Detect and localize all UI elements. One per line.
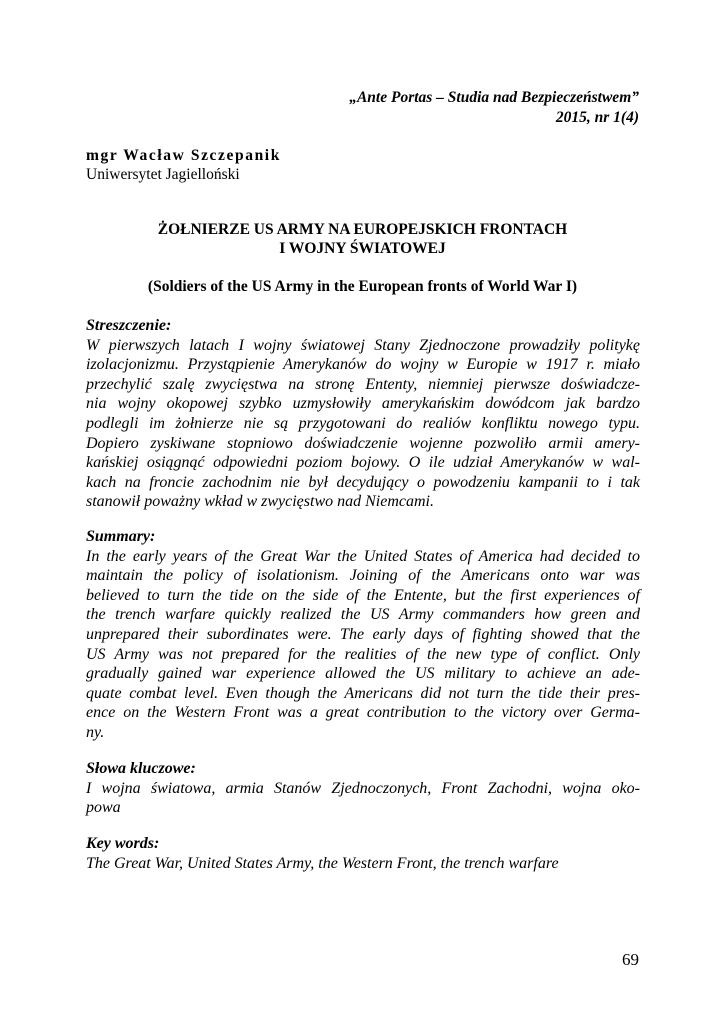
text-line: gradually gained war experience allowed the US military to achieve an ade- xyxy=(86,665,640,683)
text-line: Dopiero zyskiwane stopniowo doświadczenie wojenne pozwoliło armii amery- xyxy=(86,434,640,452)
author-affiliation: Uniwersytet Jagielloński xyxy=(86,166,240,183)
keywords-polish xyxy=(86,759,640,818)
text-line: In the early years of the Great War the United States of America had decided to xyxy=(86,547,640,565)
text-line: izolacjonizmu. Przystąpienie Amerykanów do wojny w Europie w 1917 r. miało xyxy=(86,356,640,374)
article-title xyxy=(86,220,639,258)
title-line: ŻOŁNIERZE US ARMY NA EUROPEJSKICH FRONTACH xyxy=(157,221,568,238)
author-name: mgr Wacław Szczepanik xyxy=(86,147,281,164)
text-line: powa xyxy=(86,799,121,817)
text-line: przechylić szalę zwycięstwa na stronę Ententy, niemniej pierwsze doświadcze- xyxy=(86,375,640,393)
text-line: believed to turn the tide on the side of the Entente, but the first experiences of xyxy=(86,586,640,604)
journal-issue: 2015, nr 1(4) xyxy=(555,109,639,126)
text-line: W pierwszych latach I wojny światowej Stany Zjednoczone prowadziły politykę xyxy=(86,336,640,354)
title-line: I WOJNY ŚWIATOWEJ xyxy=(279,240,446,257)
abstract-polish xyxy=(86,316,640,512)
text-line: I wojna światowa, armia Stanów Zjednoczonych, Front Zachodni, wojna oko- xyxy=(86,779,640,797)
author-block xyxy=(86,146,281,184)
journal-title: „Ante Portas – Studia nad Bezpieczeństwem” xyxy=(349,89,639,106)
text-line: unprepared their subordinates were. The early days of fighting showed that the xyxy=(86,625,640,643)
text-line: stanowił poważny wkład w zwycięstwo nad Niemcami. xyxy=(86,493,434,511)
text-line: US Army was not prepared for the realities of the new type of conflict. Only xyxy=(86,645,640,663)
keywords-english xyxy=(86,834,640,873)
article-subtitle: (Soldiers of the US Army in the European fronts of World War I) xyxy=(147,278,578,295)
text-line: nia wojny okopowej szybko uzmysłowiły amerykańskim dowódcom jak bardzo xyxy=(86,395,640,413)
text-line: quate combat level. Even though the Americans did not turn the tide their pres- xyxy=(86,684,640,702)
text-line: The Great War, United States Army, the Western Front, the trench warfare xyxy=(86,854,559,872)
text-line: the trench warfare quickly realized the US Army commanders how green and xyxy=(86,606,640,624)
text-line: ence on the Western Front was a great contribution to the victory over Germa- xyxy=(86,704,640,722)
section-heading: Summary: xyxy=(86,528,156,545)
text-line: maintain the policy of isolationism. Joining of the Americans onto war was xyxy=(86,567,640,585)
text-line: kańskiej osiągnąć odpowiedni poziom bojowy. O ile udział Amerykanów w wal- xyxy=(86,454,640,472)
page-number: 69 xyxy=(622,950,639,969)
section-heading: Key words: xyxy=(86,835,160,852)
section-heading: Streszczenie: xyxy=(86,317,172,334)
section-heading: Słowa kluczowe: xyxy=(86,760,196,777)
text-line: podlegli im żołnierze nie są przygotowani do realiów konfliktu nowego typu. xyxy=(86,414,640,432)
journal-header xyxy=(349,88,639,128)
abstract-english xyxy=(86,527,640,743)
text-line: kach na froncie zachodnim nie był decydujący o powodzeniu kampanii to i tak xyxy=(86,473,640,491)
text-line: ny. xyxy=(86,723,105,741)
